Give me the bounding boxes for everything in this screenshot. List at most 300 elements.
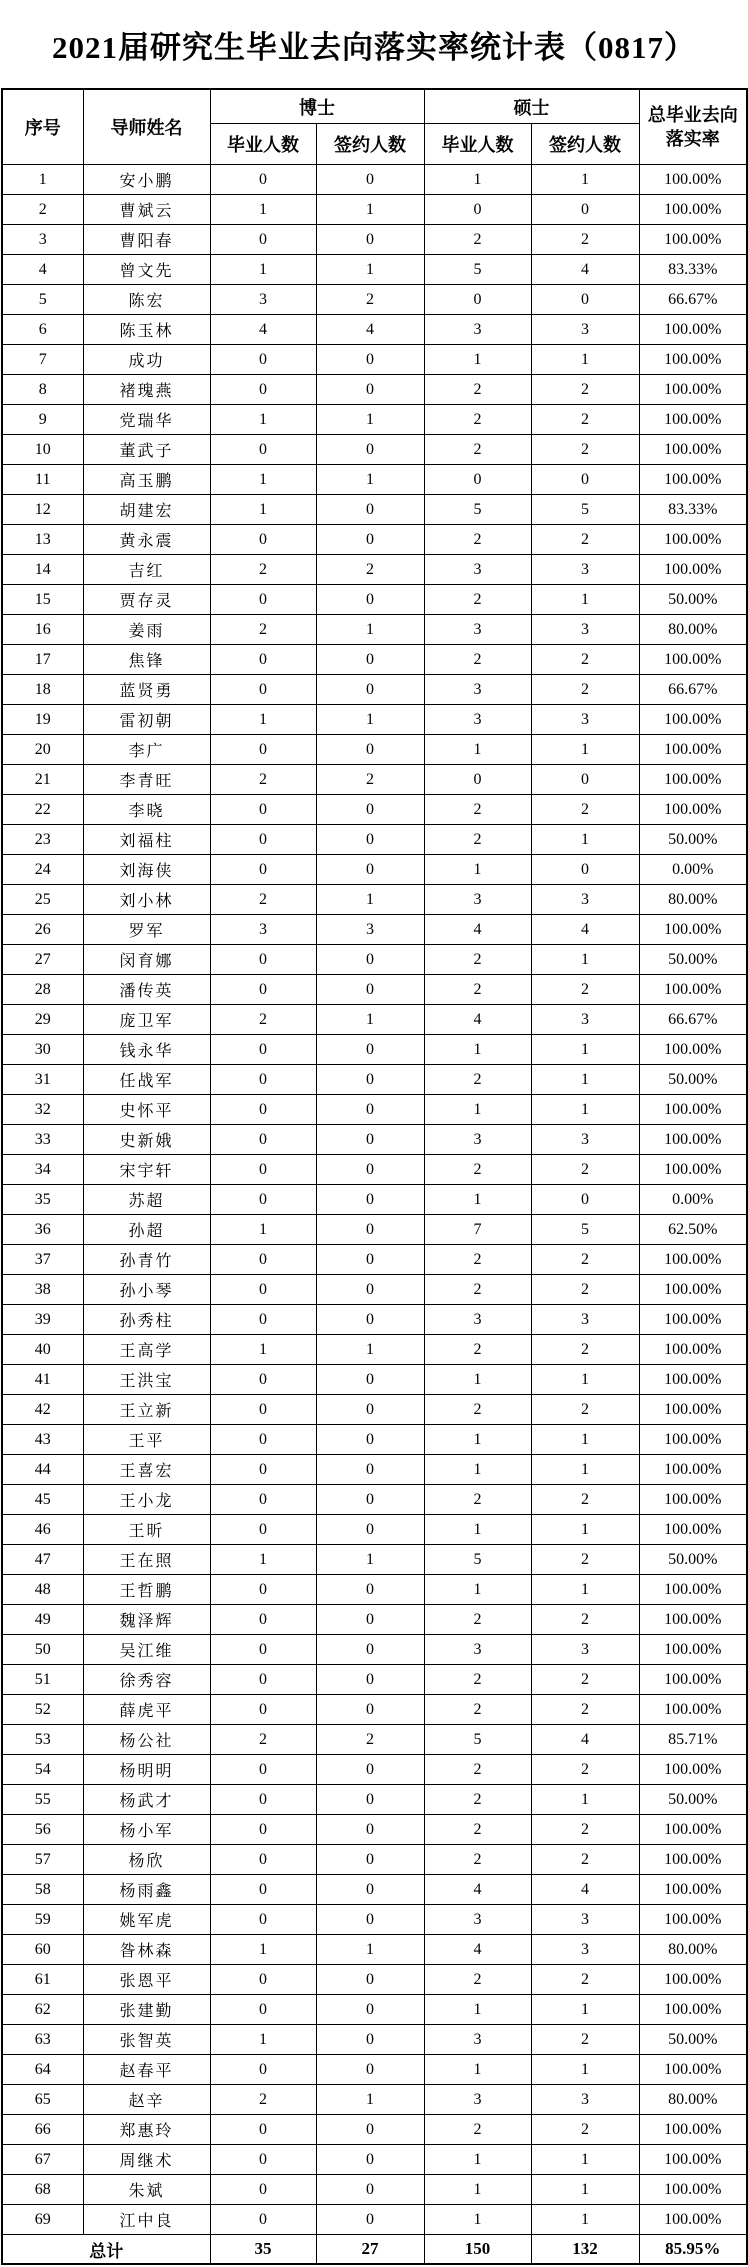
cell-ms-graduates: 1	[424, 1455, 531, 1485]
cell-phd-signed: 1	[316, 2085, 424, 2115]
cell-ms-signed: 1	[531, 2175, 639, 2205]
table-row	[2, 2115, 747, 2145]
cell-advisor-name: 王在照	[83, 1545, 210, 1575]
cell-total-rate: 50.00%	[639, 825, 747, 855]
cell-phd-graduates: 0	[210, 1365, 316, 1395]
cell-ms-signed: 3	[531, 1005, 639, 1035]
cell-advisor-name: 李广	[83, 735, 210, 765]
cell-phd-graduates: 2	[210, 885, 316, 915]
table-row	[2, 1395, 747, 1425]
cell-phd-signed: 0	[316, 1155, 424, 1185]
cell-advisor-name: 张建勤	[83, 1995, 210, 2025]
table-row	[2, 1965, 747, 1995]
cell-ms-graduates: 2	[424, 645, 531, 675]
cell-total-rate: 100.00%	[639, 1245, 747, 1275]
cell-total-rate: 100.00%	[639, 1665, 747, 1695]
cell-ms-signed: 2	[531, 405, 639, 435]
cell-index: 18	[2, 675, 83, 705]
cell-index: 4	[2, 255, 83, 285]
cell-phd-signed: 0	[316, 2115, 424, 2145]
cell-ms-signed: 2	[531, 1245, 639, 1275]
cell-index: 36	[2, 1215, 83, 1245]
cell-advisor-name: 姜雨	[83, 615, 210, 645]
cell-ms-signed: 3	[531, 1635, 639, 1665]
cell-phd-graduates: 0	[210, 675, 316, 705]
cell-ms-signed: 2	[531, 1815, 639, 1845]
table-row	[2, 315, 747, 345]
cell-phd-graduates: 0	[210, 1095, 316, 1125]
cell-advisor-name: 贾存灵	[83, 585, 210, 615]
cell-advisor-name: 王高学	[83, 1335, 210, 1365]
cell-phd-signed: 0	[316, 1425, 424, 1455]
cell-ms-signed: 1	[531, 825, 639, 855]
cell-advisor-name: 钱永华	[83, 1035, 210, 1065]
cell-ms-graduates: 3	[424, 2085, 531, 2115]
cell-phd-graduates: 1	[210, 255, 316, 285]
cell-ms-graduates: 2	[424, 1965, 531, 1995]
cell-ms-signed: 2	[531, 795, 639, 825]
cell-ms-signed: 3	[531, 705, 639, 735]
cell-advisor-name: 刘海侠	[83, 855, 210, 885]
cell-ms-signed: 3	[531, 1935, 639, 1965]
cell-advisor-name: 江中良	[83, 2205, 210, 2235]
cell-index: 20	[2, 735, 83, 765]
table-row	[2, 1335, 747, 1365]
cell-ms-graduates: 2	[424, 405, 531, 435]
table-row	[2, 1545, 747, 1575]
cell-advisor-name: 王昕	[83, 1515, 210, 1545]
cell-ms-signed: 2	[531, 645, 639, 675]
cell-ms-graduates: 1	[424, 2055, 531, 2085]
cell-ms-signed: 2	[531, 375, 639, 405]
table-row	[2, 1515, 747, 1545]
cell-index: 23	[2, 825, 83, 855]
cell-phd-signed: 0	[316, 375, 424, 405]
cell-ms-graduates: 2	[424, 1815, 531, 1845]
cell-total-rate: 100.00%	[639, 1635, 747, 1665]
cell-ms-graduates: 2	[424, 1065, 531, 1095]
cell-advisor-name: 杨公社	[83, 1725, 210, 1755]
cell-advisor-name: 曹阳春	[83, 225, 210, 255]
cell-phd-graduates: 0	[210, 1665, 316, 1695]
cell-phd-graduates: 2	[210, 615, 316, 645]
cell-total-rate: 100.00%	[639, 1845, 747, 1875]
employment-stats-table	[1, 88, 748, 2265]
cell-phd-graduates: 0	[210, 1185, 316, 1215]
cell-total-rate: 100.00%	[639, 795, 747, 825]
cell-ms-graduates: 3	[424, 1905, 531, 1935]
cell-phd-graduates: 1	[210, 705, 316, 735]
cell-phd-graduates: 0	[210, 2055, 316, 2085]
cell-ms-signed: 2	[531, 1845, 639, 1875]
cell-index: 28	[2, 975, 83, 1005]
cell-total-rate: 0.00%	[639, 855, 747, 885]
cell-phd-graduates: 0	[210, 825, 316, 855]
cell-phd-graduates: 0	[210, 735, 316, 765]
cell-advisor-name: 宋宇轩	[83, 1155, 210, 1185]
cell-ms-graduates: 3	[424, 1305, 531, 1335]
cell-phd-signed: 0	[316, 1275, 424, 1305]
cell-phd-signed: 1	[316, 705, 424, 735]
cell-ms-signed: 2	[531, 1965, 639, 1995]
cell-phd-graduates: 4	[210, 315, 316, 345]
cell-ms-graduates: 2	[424, 1395, 531, 1425]
cell-ms-signed: 2	[531, 1155, 639, 1185]
cell-phd-signed: 0	[316, 1035, 424, 1065]
cell-ms-signed: 1	[531, 1995, 639, 2025]
cell-ms-signed: 2	[531, 2115, 639, 2145]
cell-ms-signed: 1	[531, 1425, 639, 1455]
total-ms-signed: 132	[531, 2235, 639, 2265]
cell-phd-signed: 0	[316, 1485, 424, 1515]
table-row	[2, 1725, 747, 1755]
cell-ms-graduates: 1	[424, 1365, 531, 1395]
table-row	[2, 2055, 747, 2085]
cell-phd-graduates: 2	[210, 555, 316, 585]
table-row	[2, 1365, 747, 1395]
cell-ms-signed: 1	[531, 1785, 639, 1815]
cell-phd-graduates: 0	[210, 1275, 316, 1305]
cell-total-rate: 66.67%	[639, 285, 747, 315]
cell-ms-signed: 3	[531, 555, 639, 585]
table-row	[2, 1755, 747, 1785]
cell-phd-signed: 0	[316, 225, 424, 255]
table-row	[2, 1635, 747, 1665]
cell-index: 37	[2, 1245, 83, 1275]
cell-ms-signed: 2	[531, 1695, 639, 1725]
cell-ms-signed: 2	[531, 1665, 639, 1695]
cell-index: 27	[2, 945, 83, 975]
table-row	[2, 1425, 747, 1455]
cell-total-rate: 100.00%	[639, 1035, 747, 1065]
cell-index: 6	[2, 315, 83, 345]
cell-ms-graduates: 3	[424, 1125, 531, 1155]
cell-ms-signed: 3	[531, 1125, 639, 1155]
header-row-groups	[2, 89, 747, 124]
cell-index: 14	[2, 555, 83, 585]
cell-phd-signed: 0	[316, 795, 424, 825]
cell-advisor-name: 王洪宝	[83, 1365, 210, 1395]
table-row	[2, 1905, 747, 1935]
cell-advisor-name: 吉红	[83, 555, 210, 585]
cell-phd-signed: 0	[316, 1695, 424, 1725]
cell-ms-graduates: 3	[424, 615, 531, 645]
cell-ms-signed: 4	[531, 1875, 639, 1905]
cell-phd-signed: 0	[316, 1875, 424, 1905]
cell-total-rate: 100.00%	[639, 645, 747, 675]
cell-advisor-name: 薛虎平	[83, 1695, 210, 1725]
cell-ms-graduates: 2	[424, 1755, 531, 1785]
cell-advisor-name: 安小鹏	[83, 165, 210, 195]
cell-ms-graduates: 0	[424, 285, 531, 315]
cell-phd-graduates: 0	[210, 435, 316, 465]
cell-advisor-name: 史怀平	[83, 1095, 210, 1125]
cell-ms-graduates: 2	[424, 1665, 531, 1695]
cell-ms-graduates: 1	[424, 165, 531, 195]
cell-advisor-name: 李青旺	[83, 765, 210, 795]
cell-ms-graduates: 2	[424, 1155, 531, 1185]
cell-ms-graduates: 5	[424, 1545, 531, 1575]
total-phd-signed: 27	[316, 2235, 424, 2265]
cell-ms-signed: 2	[531, 1275, 639, 1305]
cell-ms-graduates: 1	[424, 1185, 531, 1215]
cell-total-rate: 50.00%	[639, 945, 747, 975]
cell-ms-signed: 2	[531, 435, 639, 465]
cell-phd-signed: 0	[316, 2175, 424, 2205]
cell-phd-signed: 0	[316, 1125, 424, 1155]
cell-phd-graduates: 0	[210, 645, 316, 675]
table-row	[2, 885, 747, 915]
cell-total-rate: 100.00%	[639, 2115, 747, 2145]
cell-index: 60	[2, 1935, 83, 1965]
cell-advisor-name: 高玉鹏	[83, 465, 210, 495]
cell-ms-graduates: 0	[424, 465, 531, 495]
cell-index: 56	[2, 1815, 83, 1845]
table-row	[2, 1815, 747, 1845]
cell-phd-signed: 0	[316, 1065, 424, 1095]
cell-total-rate: 50.00%	[639, 1065, 747, 1095]
cell-index: 38	[2, 1275, 83, 1305]
cell-phd-signed: 0	[316, 435, 424, 465]
cell-advisor-name: 孙秀柱	[83, 1305, 210, 1335]
cell-advisor-name: 郑惠玲	[83, 2115, 210, 2145]
cell-phd-graduates: 0	[210, 525, 316, 555]
cell-ms-graduates: 1	[424, 2145, 531, 2175]
cell-phd-graduates: 1	[210, 1935, 316, 1965]
cell-phd-graduates: 0	[210, 1065, 316, 1095]
cell-total-rate: 100.00%	[639, 1755, 747, 1785]
cell-phd-signed: 0	[316, 825, 424, 855]
cell-ms-graduates: 1	[424, 735, 531, 765]
cell-ms-signed: 1	[531, 735, 639, 765]
table-row	[2, 1065, 747, 1095]
cell-phd-graduates: 2	[210, 2085, 316, 2115]
cell-index: 9	[2, 405, 83, 435]
cell-total-rate: 50.00%	[639, 2025, 747, 2055]
cell-phd-graduates: 1	[210, 495, 316, 525]
cell-advisor-name: 董武子	[83, 435, 210, 465]
cell-ms-signed: 2	[531, 1755, 639, 1785]
cell-ms-signed: 5	[531, 495, 639, 525]
cell-ms-graduates: 5	[424, 1725, 531, 1755]
table-row	[2, 1695, 747, 1725]
col-header-ms-graduates: 毕业人数	[424, 124, 531, 165]
cell-total-rate: 100.00%	[639, 975, 747, 1005]
table-row	[2, 2205, 747, 2235]
cell-total-rate: 100.00%	[639, 1365, 747, 1395]
cell-ms-signed: 3	[531, 1905, 639, 1935]
cell-ms-signed: 2	[531, 1395, 639, 1425]
cell-phd-signed: 0	[316, 2055, 424, 2085]
cell-phd-graduates: 0	[210, 2115, 316, 2145]
table-row	[2, 1785, 747, 1815]
cell-phd-graduates: 2	[210, 1725, 316, 1755]
table-row	[2, 1155, 747, 1185]
cell-total-rate: 100.00%	[639, 1485, 747, 1515]
cell-phd-signed: 0	[316, 1785, 424, 1815]
cell-ms-signed: 4	[531, 1725, 639, 1755]
cell-index: 24	[2, 855, 83, 885]
cell-phd-signed: 0	[316, 1635, 424, 1665]
cell-phd-signed: 0	[316, 1455, 424, 1485]
cell-index: 57	[2, 1845, 83, 1875]
cell-total-rate: 80.00%	[639, 1935, 747, 1965]
cell-ms-graduates: 3	[424, 2025, 531, 2055]
cell-total-rate: 100.00%	[639, 1995, 747, 2025]
cell-ms-signed: 1	[531, 345, 639, 375]
cell-ms-graduates: 3	[424, 705, 531, 735]
cell-ms-signed: 2	[531, 1485, 639, 1515]
cell-total-rate: 50.00%	[639, 585, 747, 615]
cell-ms-graduates: 0	[424, 765, 531, 795]
cell-index: 29	[2, 1005, 83, 1035]
cell-total-rate: 100.00%	[639, 2175, 747, 2205]
cell-phd-signed: 0	[316, 1995, 424, 2025]
cell-phd-graduates: 0	[210, 165, 316, 195]
cell-index: 30	[2, 1035, 83, 1065]
cell-phd-signed: 0	[316, 1665, 424, 1695]
cell-total-rate: 80.00%	[639, 2085, 747, 2115]
cell-index: 47	[2, 1545, 83, 1575]
cell-total-rate: 80.00%	[639, 615, 747, 645]
cell-ms-graduates: 2	[424, 945, 531, 975]
table-row	[2, 1935, 747, 1965]
cell-ms-signed: 2	[531, 675, 639, 705]
table-row	[2, 555, 747, 585]
cell-advisor-name: 刘福柱	[83, 825, 210, 855]
cell-phd-graduates: 1	[210, 1215, 316, 1245]
cell-advisor-name: 褚瑰燕	[83, 375, 210, 405]
table-row	[2, 285, 747, 315]
cell-phd-signed: 0	[316, 585, 424, 615]
cell-total-rate: 100.00%	[639, 2145, 747, 2175]
cell-index: 26	[2, 915, 83, 945]
table-row	[2, 645, 747, 675]
col-header-total-rate	[639, 89, 747, 165]
cell-ms-graduates: 0	[424, 195, 531, 225]
cell-phd-signed: 0	[316, 495, 424, 525]
cell-index: 66	[2, 2115, 83, 2145]
cell-phd-graduates: 1	[210, 195, 316, 225]
cell-ms-graduates: 2	[424, 525, 531, 555]
cell-ms-graduates: 5	[424, 255, 531, 285]
table-row	[2, 1215, 747, 1245]
table-row	[2, 435, 747, 465]
cell-phd-signed: 2	[316, 555, 424, 585]
cell-ms-graduates: 1	[424, 1575, 531, 1605]
cell-index: 52	[2, 1695, 83, 1725]
cell-phd-signed: 0	[316, 975, 424, 1005]
cell-total-rate: 100.00%	[639, 735, 747, 765]
cell-phd-signed: 0	[316, 945, 424, 975]
cell-phd-signed: 1	[316, 465, 424, 495]
cell-ms-signed: 2	[531, 1605, 639, 1635]
cell-total-rate: 100.00%	[639, 2055, 747, 2085]
cell-phd-graduates: 0	[210, 1575, 316, 1605]
cell-advisor-name: 昝林森	[83, 1935, 210, 1965]
cell-index: 44	[2, 1455, 83, 1485]
cell-index: 5	[2, 285, 83, 315]
table-row	[2, 1185, 747, 1215]
cell-phd-signed: 1	[316, 1545, 424, 1575]
cell-ms-signed: 0	[531, 285, 639, 315]
cell-index: 43	[2, 1425, 83, 1455]
cell-phd-graduates: 0	[210, 1425, 316, 1455]
cell-phd-graduates: 0	[210, 1485, 316, 1515]
table-row	[2, 1485, 747, 1515]
cell-advisor-name: 王小龙	[83, 1485, 210, 1515]
cell-phd-signed: 0	[316, 1365, 424, 1395]
cell-phd-graduates: 0	[210, 1755, 316, 1785]
table-row	[2, 1875, 747, 1905]
cell-total-rate: 100.00%	[639, 1815, 747, 1845]
table-row	[2, 1845, 747, 1875]
cell-index: 41	[2, 1365, 83, 1395]
table-row	[2, 765, 747, 795]
cell-ms-signed: 0	[531, 765, 639, 795]
col-header-doctoral-group: 博士	[210, 89, 424, 124]
table-row	[2, 165, 747, 195]
cell-phd-graduates: 0	[210, 1695, 316, 1725]
cell-phd-graduates: 0	[210, 345, 316, 375]
cell-ms-signed: 0	[531, 195, 639, 225]
cell-ms-graduates: 3	[424, 885, 531, 915]
cell-advisor-name: 陈宏	[83, 285, 210, 315]
cell-total-rate: 100.00%	[639, 435, 747, 465]
cell-index: 7	[2, 345, 83, 375]
table-row	[2, 915, 747, 945]
cell-phd-graduates: 0	[210, 1395, 316, 1425]
table-row	[2, 1665, 747, 1695]
cell-index: 25	[2, 885, 83, 915]
cell-phd-graduates: 0	[210, 1035, 316, 1065]
table-row	[2, 825, 747, 855]
cell-ms-signed: 1	[531, 945, 639, 975]
cell-ms-graduates: 2	[424, 975, 531, 1005]
cell-index: 69	[2, 2205, 83, 2235]
cell-phd-signed: 0	[316, 2025, 424, 2055]
cell-advisor-name: 张智英	[83, 2025, 210, 2055]
cell-phd-graduates: 1	[210, 465, 316, 495]
cell-phd-signed: 0	[316, 1605, 424, 1635]
cell-advisor-name: 杨小军	[83, 1815, 210, 1845]
cell-index: 2	[2, 195, 83, 225]
cell-index: 1	[2, 165, 83, 195]
cell-total-rate: 100.00%	[639, 465, 747, 495]
cell-ms-graduates: 5	[424, 495, 531, 525]
cell-phd-signed: 2	[316, 285, 424, 315]
cell-phd-graduates: 0	[210, 1455, 316, 1485]
table-row	[2, 225, 747, 255]
table-row	[2, 1305, 747, 1335]
cell-phd-graduates: 0	[210, 945, 316, 975]
cell-advisor-name: 曹斌云	[83, 195, 210, 225]
cell-phd-graduates: 3	[210, 285, 316, 315]
cell-index: 59	[2, 1905, 83, 1935]
cell-advisor-name: 周继术	[83, 2145, 210, 2175]
cell-ms-graduates: 2	[424, 1845, 531, 1875]
cell-index: 31	[2, 1065, 83, 1095]
cell-advisor-name: 杨明明	[83, 1755, 210, 1785]
cell-advisor-name: 闵育娜	[83, 945, 210, 975]
cell-phd-graduates: 0	[210, 1635, 316, 1665]
cell-index: 63	[2, 2025, 83, 2055]
cell-ms-graduates: 2	[424, 1245, 531, 1275]
col-header-phd-signed: 签约人数	[316, 124, 424, 165]
table-row	[2, 2085, 747, 2115]
cell-ms-signed: 1	[531, 2205, 639, 2235]
cell-ms-signed: 4	[531, 915, 639, 945]
